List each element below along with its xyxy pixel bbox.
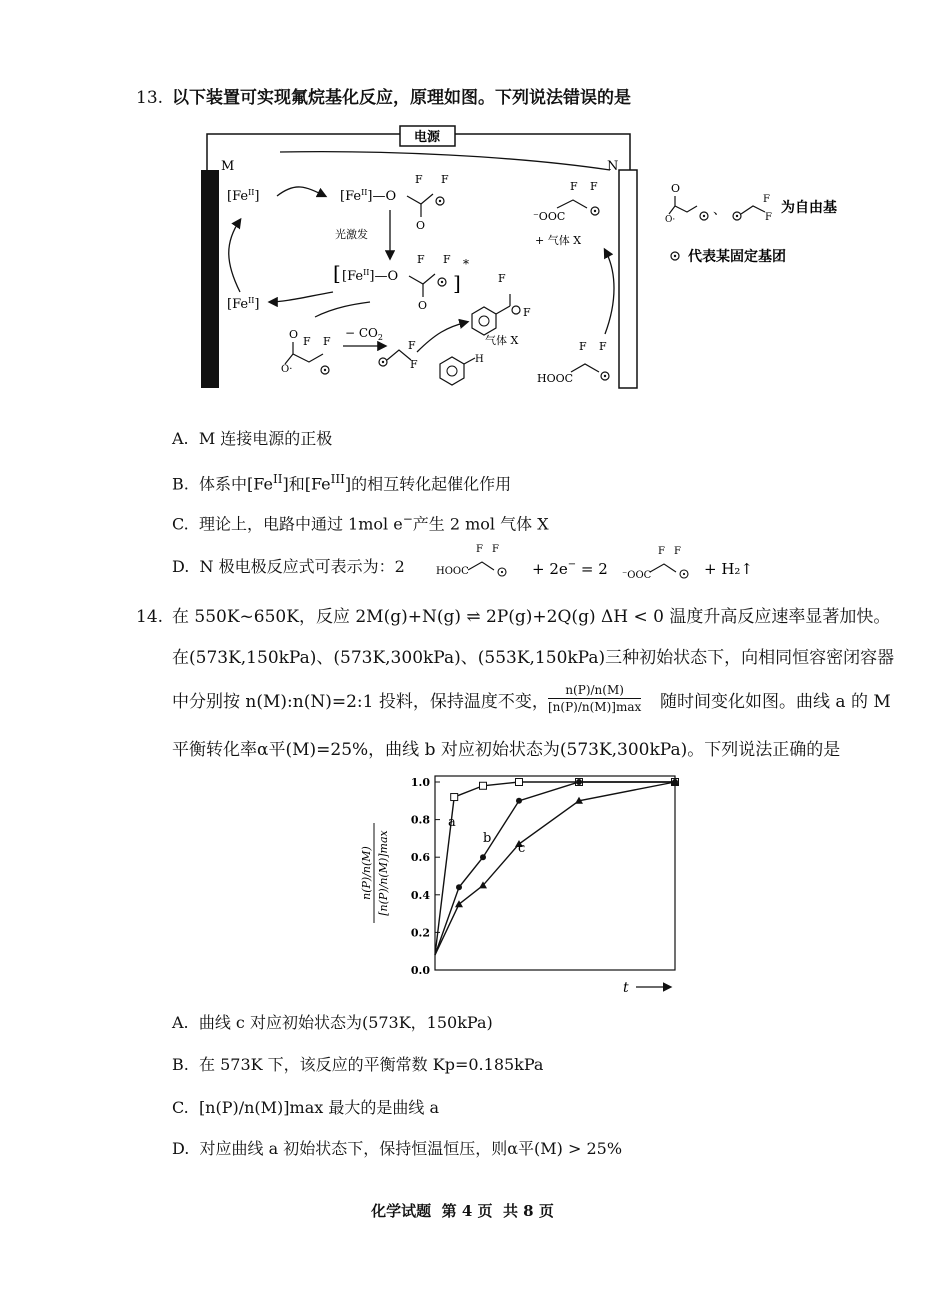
svg-text:F: F <box>763 194 770 205</box>
fe-ester: $[Fe^{II}]—O$ <box>340 188 397 204</box>
y-tick-label: 0.0 <box>410 964 430 977</box>
svg-text:F: F <box>441 173 449 186</box>
data-point-a <box>451 794 458 801</box>
electrode-n-label: N <box>607 159 619 174</box>
y-tick-label: 0.6 <box>410 851 430 865</box>
fe-excited: $[Fe^{II}]—O$ <box>342 268 399 284</box>
svg-text:O: O <box>671 182 681 195</box>
svg-text:F: F <box>492 544 499 555</box>
q14-fraction: n(P)/n(M) [n(P)/n(M)]max <box>548 683 642 714</box>
minus-co2: − $CO_2$ <box>345 326 383 342</box>
svg-text:HOOC: HOOC <box>436 566 469 577</box>
gas-x-2: + 气体 X <box>535 234 582 247</box>
radical-note: 为自由基 <box>781 200 837 216</box>
y-tick-label: 1.0 <box>410 776 430 789</box>
fe-lower: $[Fe^{II}]$ <box>227 296 260 312</box>
series-label-c: c <box>518 841 526 856</box>
svg-text:F: F <box>415 173 423 186</box>
y-tick-label: 0.8 <box>410 813 430 827</box>
svg-text:O·: O· <box>665 215 676 225</box>
data-point-a <box>480 782 487 789</box>
svg-text:*: * <box>463 257 469 271</box>
electrode-m-label: M <box>221 159 235 174</box>
svg-text:F: F <box>590 180 598 193</box>
svg-text:H: H <box>475 354 484 365</box>
y-axis-label <box>360 823 390 923</box>
q13-option-a[interactable]: A. M 连接电源的正极 <box>172 429 333 448</box>
fe-top: $[Fe^{II}]$ <box>227 188 260 204</box>
q14-line3a: 中分别按 n(M):n(N)=2:1 投料，保持温度不变， <box>172 692 549 712</box>
svg-text:F: F <box>476 544 483 555</box>
q14-number: 14. <box>136 607 164 627</box>
svg-text:F: F <box>498 272 506 285</box>
q14-option-d[interactable]: D. 对应曲线 a 初始状态下，保持恒温恒压，则α平(M) > 25% <box>172 1139 623 1158</box>
y-tick-label: 0.4 <box>410 888 430 902</box>
page-footer: 化学试题 第 4 页 共 8 页 <box>371 1202 554 1220</box>
y-tick-label: 0.2 <box>410 926 430 940</box>
svg-text:⁻OOC: ⁻OOC <box>622 570 652 581</box>
svg-text:F: F <box>674 546 681 557</box>
q13-option-d[interactable]: D. N 极电极反应式可表示为：2 <box>172 557 405 576</box>
data-point-b <box>480 854 486 860</box>
series-label-a: a <box>448 815 456 830</box>
svg-text:F: F <box>410 358 418 371</box>
data-point-b <box>516 798 522 804</box>
svg-text:O: O <box>289 328 299 341</box>
svg-text:F: F <box>765 212 772 223</box>
radical-o: O· <box>281 364 293 375</box>
svg-text:F: F <box>579 340 587 353</box>
photoexcite-label: 光激发 <box>335 228 368 241</box>
svg-text:F: F <box>303 335 311 348</box>
q14-option-b[interactable]: B. 在 573K 下，该反应的平衡常数 Kp=0.185kPa <box>172 1055 544 1074</box>
svg-text:F: F <box>658 546 665 557</box>
svg-text:O: O <box>418 299 428 312</box>
svg-text:n(P)/n(M): n(P)/n(M) <box>360 846 373 900</box>
data-point-b <box>456 884 462 890</box>
svg-text:F: F <box>323 335 331 348</box>
electrode-n <box>619 170 637 388</box>
svg-text:F: F <box>417 253 425 266</box>
svg-text:F: F <box>443 253 451 266</box>
svg-text:[n(P)/n(M)]max: [n(P)/n(M)]max <box>377 830 390 916</box>
svg-text:O: O <box>416 219 426 232</box>
svg-text:]: ] <box>453 271 461 295</box>
anion-label: ⁻OOC <box>533 210 566 223</box>
data-point-a <box>516 779 523 786</box>
svg-text:+ 2e− = 2: + 2e− = 2 <box>532 559 608 578</box>
q13-option-d-structures <box>432 538 762 584</box>
svg-text:、: 、 <box>713 203 727 218</box>
data-point-b <box>576 779 582 785</box>
q14-line1: 在 550K~650K，反应 2M(g)+N(g) ⇌ 2P(g)+2Q(g) ΔH < 0 温度升高反应速率显著加快。 <box>172 607 891 627</box>
power-label: 电源 <box>413 130 441 145</box>
electrode-m <box>201 170 219 388</box>
q14-line4: 平衡转化率α平(M)=25%，曲线 b 对应初始状态为(573K,300kPa)。下列说法正确的是 <box>172 740 841 760</box>
hooc-label: HOOC <box>537 372 574 385</box>
q13-number: 13. <box>136 88 164 108</box>
q14-line2: 在(573K,150kPa)、(573K,300kPa)、(553K,150kPa)三种初始状态下，向相同恒容密闭容器 <box>172 648 895 668</box>
svg-text:F: F <box>408 339 416 352</box>
svg-text:F: F <box>570 180 578 193</box>
svg-text:+ H₂↑: + H₂↑ <box>704 560 753 578</box>
series-label-b: b <box>483 831 492 846</box>
q13-stem: 以下装置可实现氟烷基化反应，原理如图。下列说法错误的是 <box>172 88 631 108</box>
svg-text:[: [ <box>333 261 341 285</box>
x-axis-label: t <box>623 980 629 996</box>
q13-option-c[interactable]: C. 理论上，电路中通过 1mol e−产生 2 mol 气体 X <box>172 512 549 534</box>
svg-text:F: F <box>523 306 531 319</box>
fixed-group-note: 代表某固定基团 <box>688 249 786 265</box>
q13-option-b[interactable]: B. 体系中$[Fe^{II}]$和$[Fe^{III}]$的相互转化起催化作用 <box>172 472 512 494</box>
gas-x-1: 气体 X <box>485 334 519 347</box>
electrolysis-diagram <box>185 122 885 398</box>
svg-text:F: F <box>599 340 607 353</box>
q14-option-a[interactable]: A. 曲线 c 对应初始状态为(573K，150kPa) <box>172 1013 493 1032</box>
q14-option-c[interactable]: C. [n(P)/n(M)]max 最大的是曲线 a <box>172 1098 439 1117</box>
q14-line3b: 随时间变化如图。曲线 a 的 M <box>660 692 891 712</box>
conversion-chart <box>340 770 685 1000</box>
